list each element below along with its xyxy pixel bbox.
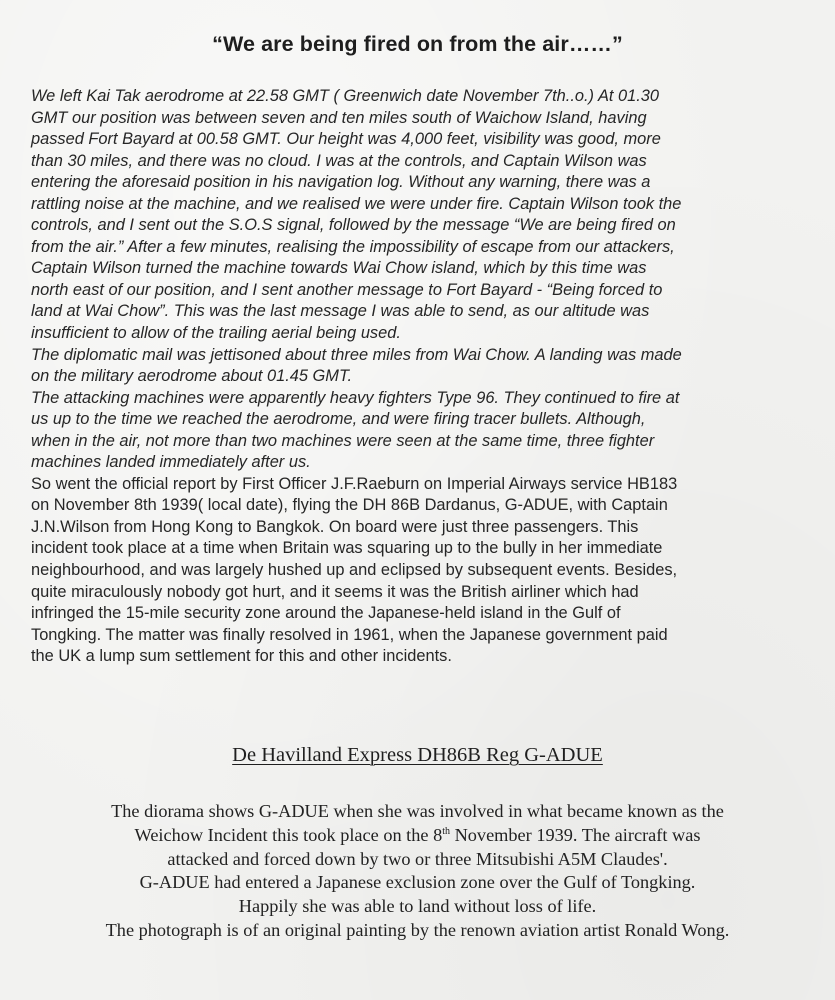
report-line: us up to the time we reached the aerodrome, and were firing tracer bullets. Although, — [31, 410, 646, 429]
caption-line: Happily she was able to land without loss of life. — [238, 896, 597, 917]
commentary-line: Tongking. The matter was finally resolved in 1961, when the Japanese government paid — [31, 625, 668, 644]
report-line: on the military aerodrome about 01.45 GMT. — [31, 367, 353, 386]
report-line: passed Fort Bayard at 00.58 GMT. Our height was 4,000 feet, visibility was good, more — [31, 130, 661, 149]
report-line: machines landed immediately after us. — [31, 453, 311, 472]
report-line: Captain Wilson turned the machine towards Wai Chow island, which by this time was — [31, 259, 647, 278]
report-line: entering the aforesaid position in his navigation log. Without any warning, there was a — [31, 173, 651, 192]
report-line: when in the air, not more than two machines were seen at the same time, three fighter — [31, 431, 655, 450]
report-line: north east of our position, and I sent another message to Fort Bayard - “Being forced to — [31, 280, 663, 299]
commentary-line: neighbourhood, and was largely hushed up and eclipsed by subsequent events. Besides, — [31, 561, 678, 580]
report-line: GMT our position was between seven and ten miles south of Waichow Island, having — [31, 108, 647, 127]
commentary-line: infringed the 15-mile security zone around the Japanese-held island in the Gulf of — [31, 604, 621, 623]
caption-line: The diorama shows G-ADUE when she was involved in what became known as the — [111, 801, 724, 821]
diorama-heading-text: De Havilland Express DH86B Reg G-ADUE — [232, 744, 603, 766]
commentary-line: So went the official report by First Officer J.F.Raeburn on Imperial Airways service HB183 — [31, 474, 678, 493]
ordinal-suffix: th — [442, 825, 451, 837]
diorama-caption — [0, 800, 835, 943]
commentary-line: quite miraculously nobody got hurt, and it seems it was the British airliner which had — [31, 582, 639, 601]
diorama-heading — [0, 744, 835, 767]
report-line: The diplomatic mail was jettisoned about three miles from Wai Chow. A landing was made — [31, 345, 682, 364]
report-line: We left Kai Tak aerodrome at 22.58 GMT ( Greenwich date November 7th..o.) At 01.30 — [31, 87, 660, 105]
report-text — [31, 86, 821, 668]
commentary-line: on November 8th 1939( local date), flying the DH 86B Dardanus, G-ADUE, with Captain — [31, 496, 668, 515]
report-line: controls, and I sent out the S.O.S signal, followed by the message “We are being fired on — [31, 216, 676, 235]
caption-line-date — [0, 824, 835, 848]
report-line: rattling noise at the machine, and we realised we were under fire. Captain Wilson took the — [31, 194, 682, 213]
report-line: insufficient to allow of the trailing aerial being used. — [31, 324, 401, 343]
commentary-line: J.N.Wilson from Hong Kong to Bangkok. On board were just three passengers. This — [31, 517, 639, 536]
page-title: “We are being fired on from the air……” — [212, 32, 623, 56]
report-line: land at Wai Chow”. This was the last message I was able to send, as our altitude was — [31, 302, 650, 321]
caption-line: G-ADUE had entered a Japanese exclusion zone over the Gulf of Tongking. — [139, 872, 696, 893]
commentary-line: incident took place at a time when Britain was squaring up to the bully in her immediate — [31, 539, 663, 558]
caption-text: November 1939. The aircraft was — [450, 824, 701, 845]
report-line: than 30 miles, and there was no cloud. I was at the controls, and Captain Wilson was — [31, 151, 647, 170]
caption-line: The photograph is of an original painting by the renown aviation artist Ronald Wong. — [105, 919, 730, 940]
caption-line: attacked and forced down by two or three Mitsubishi A5M Claudes'. — [167, 848, 668, 869]
report-line: from the air.” After a few minutes, realising the impossibility of escape from our attackers, — [31, 237, 675, 256]
report-line: The attacking machines were apparently heavy fighters Type 96. They continued to fire at — [31, 388, 680, 407]
commentary-line: the UK a lump sum settlement for this and other incidents. — [31, 647, 452, 666]
caption-text: Weichow Incident this took place on the 8 — [134, 824, 443, 845]
